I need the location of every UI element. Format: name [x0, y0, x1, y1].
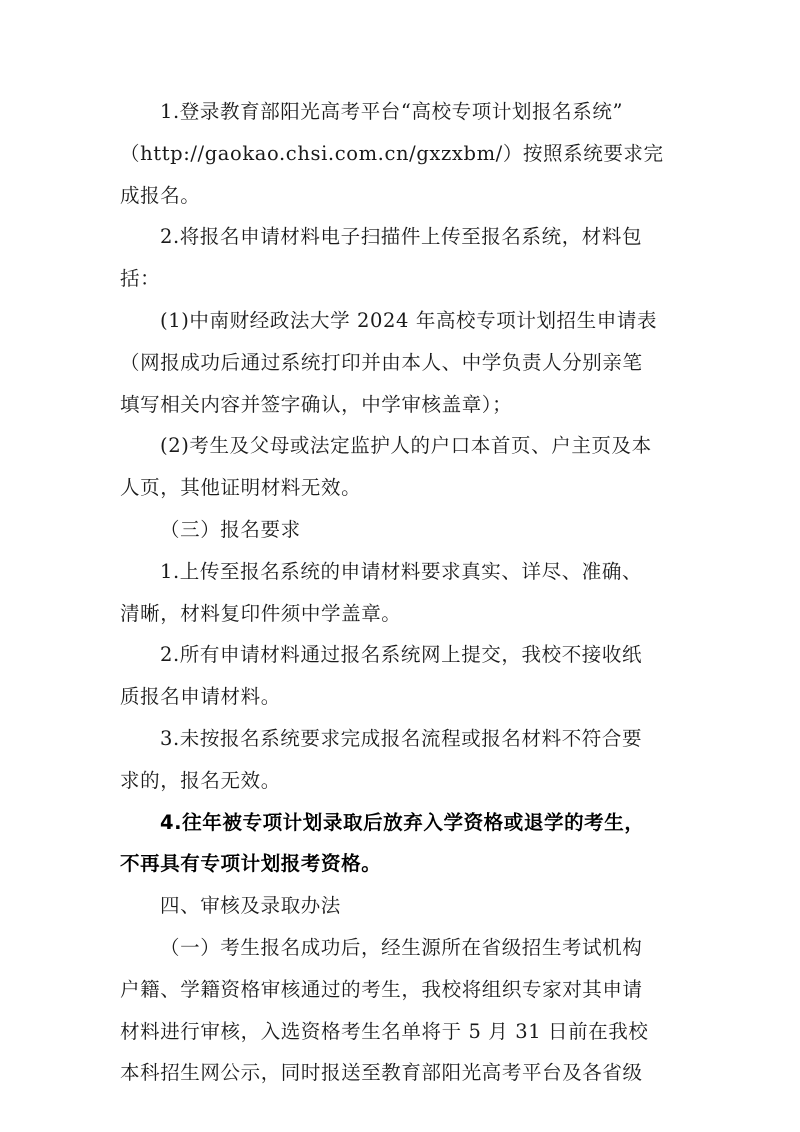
document-body [120, 91, 690, 1094]
text-line: （网报成功后通过系统打印并由本人、中学负责人分别亲笔 [120, 350, 643, 374]
text-line: 求的，报名无效。 [120, 768, 281, 792]
text-line: （三）报名要求 [160, 517, 301, 541]
text-line: 户籍、学籍资格审核通过的考生，我校将组织专家对其申请 [120, 977, 643, 1001]
text-line: 质报名申请材料。 [120, 685, 281, 709]
text-line: 本科招生网公示，同时报送至教育部阳光高考平台及各省级 [120, 1061, 643, 1085]
text-line: 成报名。 [120, 183, 201, 207]
text-line: (1)中南财经政法大学 2024 年高校专项计划招生申请表 [160, 308, 658, 332]
text-line: 4.往年被专项计划录取后放弃入学资格或退学的考生， [160, 810, 645, 834]
text-line: 四、审核及录取办法 [160, 894, 341, 918]
text-line: (2)考生及父母或法定监护人的户口本首页、户主页及本 [160, 434, 652, 458]
text-line: （http://gaokao.chsi.com.cn/gxzxbm/）按照系统要求完 [120, 141, 664, 165]
text-line: 2.将报名申请材料电子扫描件上传至报名系统，材料包 [160, 225, 643, 249]
text-line: 1.登录教育部阳光高考平台“高校专项计划报名系统” [160, 100, 624, 123]
text-line: 人页，其他证明材料无效。 [120, 476, 362, 500]
text-line: 清晰，材料复印件须中学盖章。 [120, 601, 402, 625]
text-line: 材料进行审核，入选资格考生名单将于 5 月 31 日前在我校 [120, 1019, 649, 1043]
text-line: 括： [120, 267, 161, 291]
text-line: 2.所有申请材料通过报名系统网上提交，我校不接收纸 [160, 643, 643, 667]
text-line: 填写相关内容并签字确认，中学审核盖章）； [120, 392, 513, 416]
text-line: （一）考生报名成功后，经生源所在省级招生考试机构 [160, 935, 643, 959]
text-line: 不再具有专项计划报考资格。 [120, 852, 382, 876]
text-line: 3.未按报名系统要求完成报名流程或报名材料不符合要 [160, 726, 643, 750]
text-line: 1.上传至报名系统的申请材料要求真实、详尽、准确、 [160, 559, 643, 583]
